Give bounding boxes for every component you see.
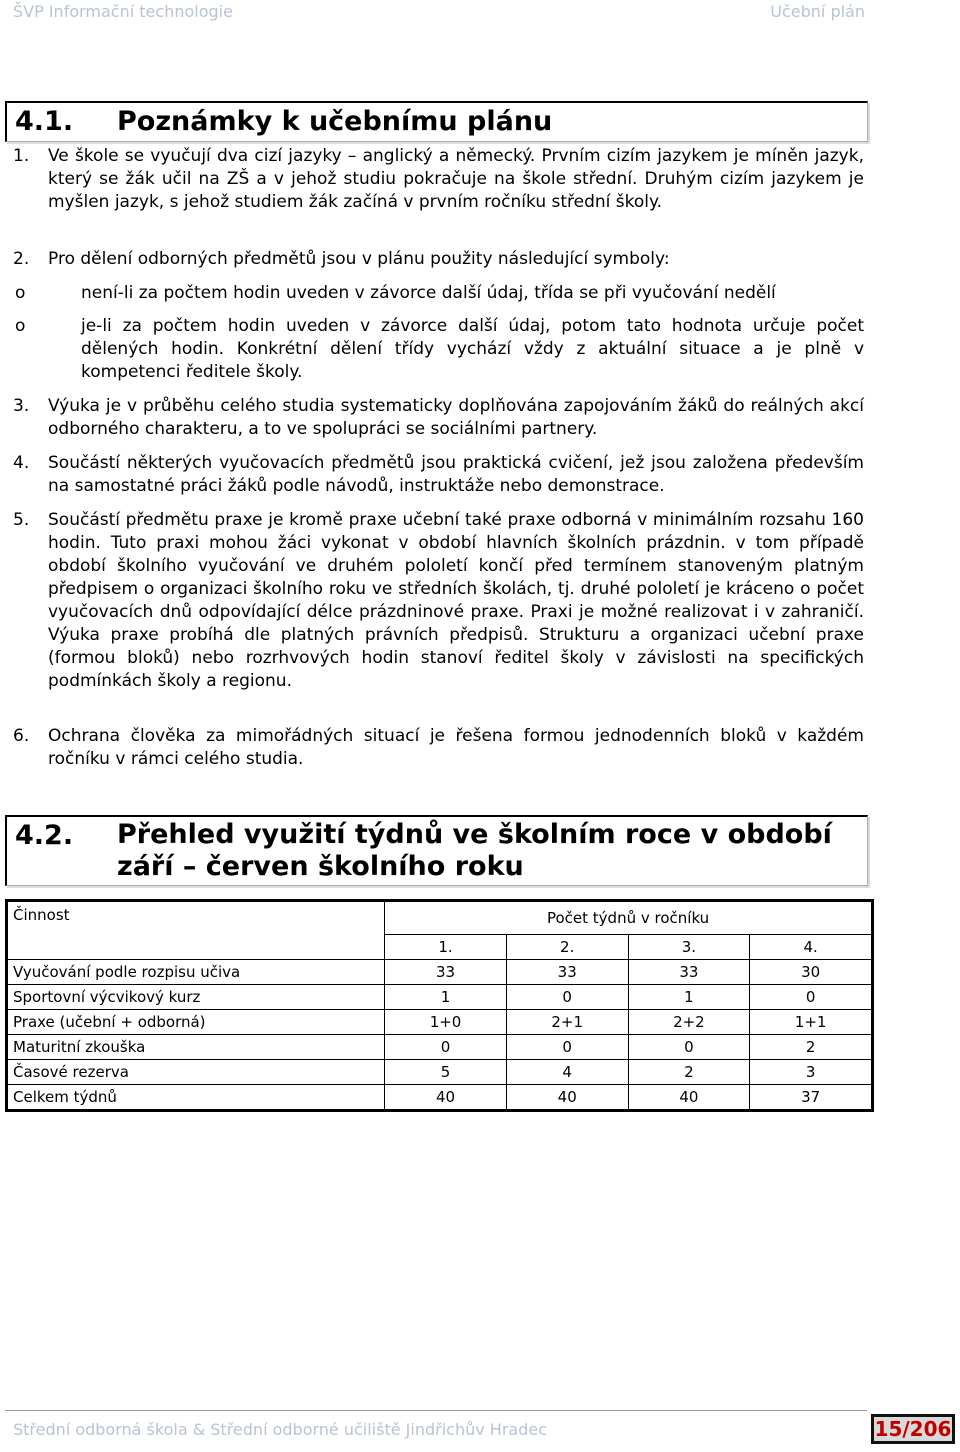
- cell-value: 5: [385, 1060, 507, 1085]
- section-number: 4.1.: [15, 106, 74, 137]
- note-text: Pro dělení odborných předmětů jsou v plánu použity následující symboly:: [48, 249, 670, 269]
- cell-value: 2+1: [506, 1010, 628, 1035]
- note-item-1: [13, 145, 864, 214]
- cell-value: 1: [628, 985, 750, 1010]
- cell-value: 40: [385, 1085, 507, 1111]
- cell-value: 0: [385, 1035, 507, 1060]
- weeks-table: [5, 899, 874, 1112]
- row-label: Sportovní výcvikový kurz: [7, 985, 385, 1010]
- section-title: Přehled využití týdnů ve školním roce v období září – červen školního roku: [117, 819, 832, 882]
- cell-value: 0: [506, 1035, 628, 1060]
- cell-value: 0: [750, 985, 873, 1010]
- note-number: 3.: [13, 396, 30, 416]
- row-label: Časové rezerva: [7, 1060, 385, 1085]
- year-header: 4.: [750, 935, 873, 960]
- cell-value: 40: [628, 1085, 750, 1111]
- footer-school-name: Střední odborná škola & Střední odborné učiliště Jindřichův Hradec: [13, 1420, 547, 1439]
- note-text: Součástí předmětu praxe je kromě praxe učební také praxe odborná v minimálním rozsahu 160 hodin. Tuto praxi mohou žáci vykonat v období hlavních školních prázdnin. v tom případě období školního vyučování ve druhém pololetí končí před termínem stanoveným platným předpisem o organizaci školního roku ve středních školách, tj. druhé pololetí je kráceno o počet vyučovacích dnů odpovídající délce prázdninové praxe. Praxi je možné realizovat i v zahraničí. Výuka praxe probíhá dle platných právních předpisů. Strukturu a organizaci učební praxe (formou bloků) nebo rozrhvových hodin stanoví ředitel školy v závislosti na specifických podmínkách školy a regionu.: [48, 510, 864, 691]
- cell-value: 30: [750, 960, 873, 985]
- cell-value: 37: [750, 1085, 873, 1111]
- note-item-4: [13, 452, 864, 498]
- note-text: Ve škole se vyučují dva cizí jazyky – anglický a německý. Prvním cizím jazykem je míněn jazyk, který se žák učil na ZŠ a v jehož studiu pokračuje na škole střední. Druhým cizím jazykem je myšlen jazyk, s jehož studiem žák začíná v prvním ročníku střední školy.: [48, 146, 864, 212]
- note-item-6: [13, 725, 864, 771]
- cell-value: 1+0: [385, 1010, 507, 1035]
- header-document-title: ŠVP Informační technologie: [13, 2, 233, 21]
- year-header: 3.: [628, 935, 750, 960]
- bullet-marker: o: [15, 283, 26, 303]
- table-row: [7, 1010, 873, 1035]
- note-text: Ochrana člověka za mimořádných situací je řešena formou jednodenních bloků v každém ročníku v rámci celého studia.: [48, 726, 864, 769]
- row-label: Praxe (učební + odborná): [7, 1010, 385, 1035]
- row-label: Vyučování podle rozpisu učiva: [7, 960, 385, 985]
- header-weeks-per-year: Počet týdnů v ročníku: [385, 901, 873, 935]
- note-number: 5.: [13, 510, 30, 530]
- bullet-marker: o: [15, 316, 26, 336]
- year-header: 1.: [385, 935, 507, 960]
- note-text: Součástí některých vyučovacích předmětů jsou praktická cvičení, jež jsou založena především na samostatné práci žáků podle návodů, instruktáže nebo demonstrace.: [48, 453, 864, 496]
- cell-value: 4: [506, 1060, 628, 1085]
- row-label: Celkem týdnů: [7, 1085, 385, 1111]
- header-section-title: Učební plán: [770, 2, 865, 21]
- section-heading-4-2: [5, 815, 868, 886]
- section-number: 4.2.: [15, 820, 74, 851]
- table-row: [7, 960, 873, 985]
- table-row: [7, 1035, 873, 1060]
- bullet-text: je-li za počtem hodin uveden v závorce další údaj, potom tato hodnota určuje počet dělených hodin. Konkrétní dělení třídy vychází vždy z aktuální situace a je plně v kompetenci ředitele školy.: [81, 316, 864, 382]
- cell-value: 1: [385, 985, 507, 1010]
- cell-value: 33: [385, 960, 507, 985]
- bullet-text: není-li za počtem hodin uveden v závorce další údaj, třída se při vyučování nedělí: [81, 283, 776, 303]
- cell-value: 0: [628, 1035, 750, 1060]
- cell-value: 0: [506, 985, 628, 1010]
- cell-value: 2: [750, 1035, 873, 1060]
- symbol-bullet-2: [15, 315, 864, 384]
- cell-value: 1+1: [750, 1010, 873, 1035]
- note-item-2: [13, 248, 864, 271]
- header-activity: Činnost: [7, 901, 385, 960]
- section-heading-4-1: [5, 101, 868, 142]
- note-number: 4.: [13, 453, 30, 473]
- note-number: 1.: [13, 146, 30, 166]
- table-row-total: [7, 1085, 873, 1111]
- cell-value: 40: [506, 1085, 628, 1111]
- page-header: [13, 0, 865, 24]
- footer-divider: [5, 1410, 867, 1411]
- section-title: Poznámky k učebnímu plánu: [117, 106, 553, 137]
- table-row: [7, 985, 873, 1010]
- cell-value: 2+2: [628, 1010, 750, 1035]
- note-number: 6.: [13, 726, 30, 746]
- cell-value: 33: [506, 960, 628, 985]
- symbol-bullet-1: [15, 282, 864, 305]
- cell-value: 3: [750, 1060, 873, 1085]
- cell-value: 33: [628, 960, 750, 985]
- note-item-5: [13, 509, 864, 693]
- cell-value: 2: [628, 1060, 750, 1085]
- note-text: Výuka je v průběhu celého studia systematicky doplňována zapojováním žáků do reálných akcí odborného charakteru, a to ve spolupráci se sociálními partnery.: [48, 396, 864, 439]
- note-number: 2.: [13, 249, 30, 269]
- year-header: 2.: [506, 935, 628, 960]
- table-row: [7, 1060, 873, 1085]
- table-header-row: [7, 901, 873, 935]
- page-number-badge: 15/206: [871, 1414, 955, 1444]
- note-item-3: [13, 395, 864, 441]
- row-label: Maturitní zkouška: [7, 1035, 385, 1060]
